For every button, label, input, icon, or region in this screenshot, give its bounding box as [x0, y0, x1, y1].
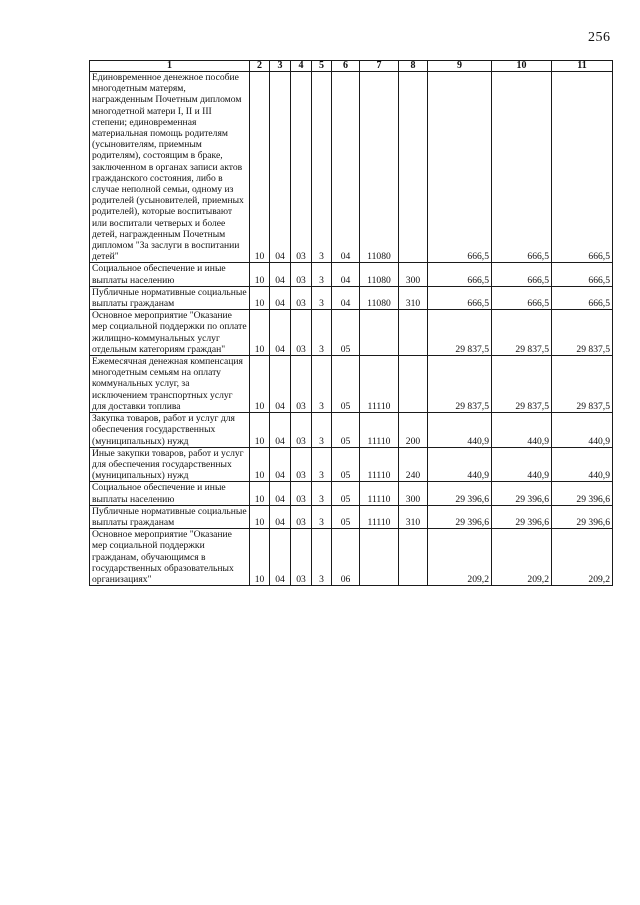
code-cell: 3 [312, 413, 332, 448]
row-name: Иные закупки товаров, работ и услуг для обеспечения государственных (муниципальных) нужд [92, 447, 244, 482]
code-cell: 05 [332, 505, 360, 528]
code-cell: 10 [250, 482, 270, 505]
code-cell: 11110 [360, 482, 399, 505]
code-cell: 3 [312, 356, 332, 413]
row-name-cell [90, 310, 250, 356]
code-cell: 03 [291, 413, 312, 448]
row-name-cell [90, 72, 250, 263]
code-cell: 3 [312, 263, 332, 286]
code-cell: 11080 [360, 286, 399, 309]
code-cell: 310 [399, 505, 428, 528]
code-cell: 3 [312, 310, 332, 356]
code-cell: 04 [270, 447, 291, 482]
code-cell: 310 [399, 286, 428, 309]
code-cell: 04 [270, 310, 291, 356]
amount-cell: 666,5 [428, 263, 492, 286]
code-cell: 04 [270, 413, 291, 448]
code-cell: 300 [399, 263, 428, 286]
row-name-cell [90, 505, 250, 528]
amount-cell: 29 837,5 [492, 356, 552, 413]
amount-cell: 29 396,6 [428, 482, 492, 505]
code-cell: 3 [312, 286, 332, 309]
code-cell: 10 [250, 310, 270, 356]
table-row [90, 505, 613, 528]
code-cell: 3 [312, 505, 332, 528]
code-cell: 11110 [360, 356, 399, 413]
page-number: 256 [588, 30, 611, 45]
code-cell: 300 [399, 482, 428, 505]
code-cell: 3 [312, 482, 332, 505]
amount-cell: 666,5 [492, 286, 552, 309]
row-name-cell [90, 482, 250, 505]
code-cell [399, 72, 428, 263]
code-cell: 10 [250, 505, 270, 528]
amount-cell: 666,5 [492, 263, 552, 286]
code-cell: 04 [332, 72, 360, 263]
amount-cell: 29 837,5 [428, 356, 492, 413]
column-header: 4 [291, 61, 312, 72]
code-cell: 10 [250, 447, 270, 482]
row-name-cell [90, 286, 250, 309]
amount-cell: 666,5 [552, 263, 613, 286]
code-cell: 05 [332, 447, 360, 482]
table-row [90, 356, 613, 413]
row-name: Основное мероприятие "Оказание мер социальной поддержки по оплате жилищно-коммунальных услуг отдельным категориям граждан" [92, 310, 247, 355]
code-cell: 10 [250, 413, 270, 448]
code-cell [399, 529, 428, 586]
code-cell: 10 [250, 263, 270, 286]
column-header: 6 [332, 61, 360, 72]
row-name-cell [90, 529, 250, 586]
code-cell: 03 [291, 529, 312, 586]
code-cell: 03 [291, 263, 312, 286]
code-cell: 03 [291, 356, 312, 413]
code-cell: 05 [332, 413, 360, 448]
row-name-cell [90, 413, 250, 448]
amount-cell: 29 837,5 [552, 310, 613, 356]
amount-cell: 440,9 [552, 447, 613, 482]
code-cell: 10 [250, 356, 270, 413]
row-name: Социальное обеспечение и иные выплаты населению [92, 482, 226, 505]
code-cell: 03 [291, 482, 312, 505]
code-cell: 3 [312, 447, 332, 482]
table-body [90, 72, 613, 586]
code-cell: 04 [332, 263, 360, 286]
table-row [90, 413, 613, 448]
code-cell: 03 [291, 505, 312, 528]
code-cell: 11110 [360, 505, 399, 528]
code-cell: 04 [270, 263, 291, 286]
row-name-cell [90, 263, 250, 286]
code-cell [399, 356, 428, 413]
amount-cell: 666,5 [428, 286, 492, 309]
code-cell: 10 [250, 72, 270, 263]
code-cell: 3 [312, 72, 332, 263]
code-cell: 240 [399, 447, 428, 482]
column-header: 1 [90, 61, 250, 72]
code-cell: 04 [270, 529, 291, 586]
code-cell: 03 [291, 310, 312, 356]
amount-cell: 209,2 [428, 529, 492, 586]
table-row [90, 529, 613, 586]
code-cell: 11110 [360, 413, 399, 448]
column-header: 9 [428, 61, 492, 72]
code-cell: 04 [270, 356, 291, 413]
amount-cell: 29 396,6 [428, 505, 492, 528]
amount-cell: 666,5 [552, 72, 613, 263]
table-row [90, 263, 613, 286]
row-name: Основное мероприятие "Оказание мер социальной поддержки гражданам, обучающимся в государственных образовательных организациях" [92, 529, 234, 585]
code-cell: 04 [270, 286, 291, 309]
code-cell: 05 [332, 482, 360, 505]
code-cell [399, 310, 428, 356]
row-name: Ежемесячная денежная компенсация многодетным семьям на оплату коммунальных услуг, за исключением транспортных услуг для доставки топлива [92, 356, 243, 412]
row-name: Закупка товаров, работ и услуг для обеспечения государственных (муниципальных) нужд [92, 413, 235, 447]
row-name: Публичные нормативные социальные выплаты гражданам [92, 286, 247, 310]
budget-table [89, 60, 613, 586]
table-row [90, 72, 613, 263]
amount-cell: 440,9 [428, 447, 492, 482]
column-header: 7 [360, 61, 399, 72]
amount-cell: 29 396,6 [492, 505, 552, 528]
column-header: 5 [312, 61, 332, 72]
code-cell: 05 [332, 356, 360, 413]
amount-cell: 440,9 [492, 447, 552, 482]
code-cell: 03 [291, 286, 312, 309]
amount-cell: 29 396,6 [552, 505, 613, 528]
amount-cell: 29 396,6 [552, 482, 613, 505]
code-cell: 04 [270, 505, 291, 528]
amount-cell: 440,9 [428, 413, 492, 448]
code-cell: 200 [399, 413, 428, 448]
amount-cell: 29 837,5 [552, 356, 613, 413]
code-cell [360, 310, 399, 356]
code-cell: 11080 [360, 72, 399, 263]
amount-cell: 209,2 [492, 529, 552, 586]
row-name: Социальное обеспечение и иные выплаты населению [92, 263, 226, 286]
code-cell: 03 [291, 72, 312, 263]
code-cell: 04 [332, 286, 360, 309]
row-name-cell [90, 447, 250, 482]
code-cell: 11080 [360, 263, 399, 286]
amount-cell: 440,9 [552, 413, 613, 448]
code-cell: 06 [332, 529, 360, 586]
table-row [90, 286, 613, 309]
amount-cell: 29 837,5 [428, 310, 492, 356]
amount-cell: 29 837,5 [492, 310, 552, 356]
code-cell: 03 [291, 447, 312, 482]
column-header: 8 [399, 61, 428, 72]
amount-cell: 666,5 [552, 286, 613, 309]
code-cell: 04 [270, 72, 291, 263]
amount-cell: 666,5 [492, 72, 552, 263]
table-row [90, 482, 613, 505]
table-row [90, 310, 613, 356]
amount-cell: 209,2 [552, 529, 613, 586]
code-cell: 10 [250, 286, 270, 309]
amount-cell: 440,9 [492, 413, 552, 448]
row-name: Публичные нормативные социальные выплаты гражданам [92, 505, 247, 528]
code-cell: 04 [270, 482, 291, 505]
column-header: 3 [270, 61, 291, 72]
column-header: 10 [492, 61, 552, 72]
code-cell: 3 [312, 529, 332, 586]
table-row [90, 447, 613, 482]
amount-cell: 666,5 [428, 72, 492, 263]
column-header: 11 [552, 61, 613, 72]
code-cell: 11110 [360, 447, 399, 482]
code-cell [360, 529, 399, 586]
header-row [90, 61, 613, 72]
code-cell: 05 [332, 310, 360, 356]
amount-cell: 29 396,6 [492, 482, 552, 505]
code-cell: 10 [250, 529, 270, 586]
column-header: 2 [250, 61, 270, 72]
row-name-cell [90, 356, 250, 413]
row-name: Единовременное денежное пособие многодетным матерям, награжденным Почетным дипломом многодетной матери I, II и III степени; единовременная материальная помощь родителям (усыновителям, приемным родителям), состоящим в браке, заключенном в органах записи актов гражданского состояния, либо в случае неполной семьи, одному из родителей (усыновителей, приемных родителей), которые воспитывают или воспитали четверых и более детей, награжденным Почетным дипломом "За заслуги в воспитании детей" [92, 72, 244, 263]
